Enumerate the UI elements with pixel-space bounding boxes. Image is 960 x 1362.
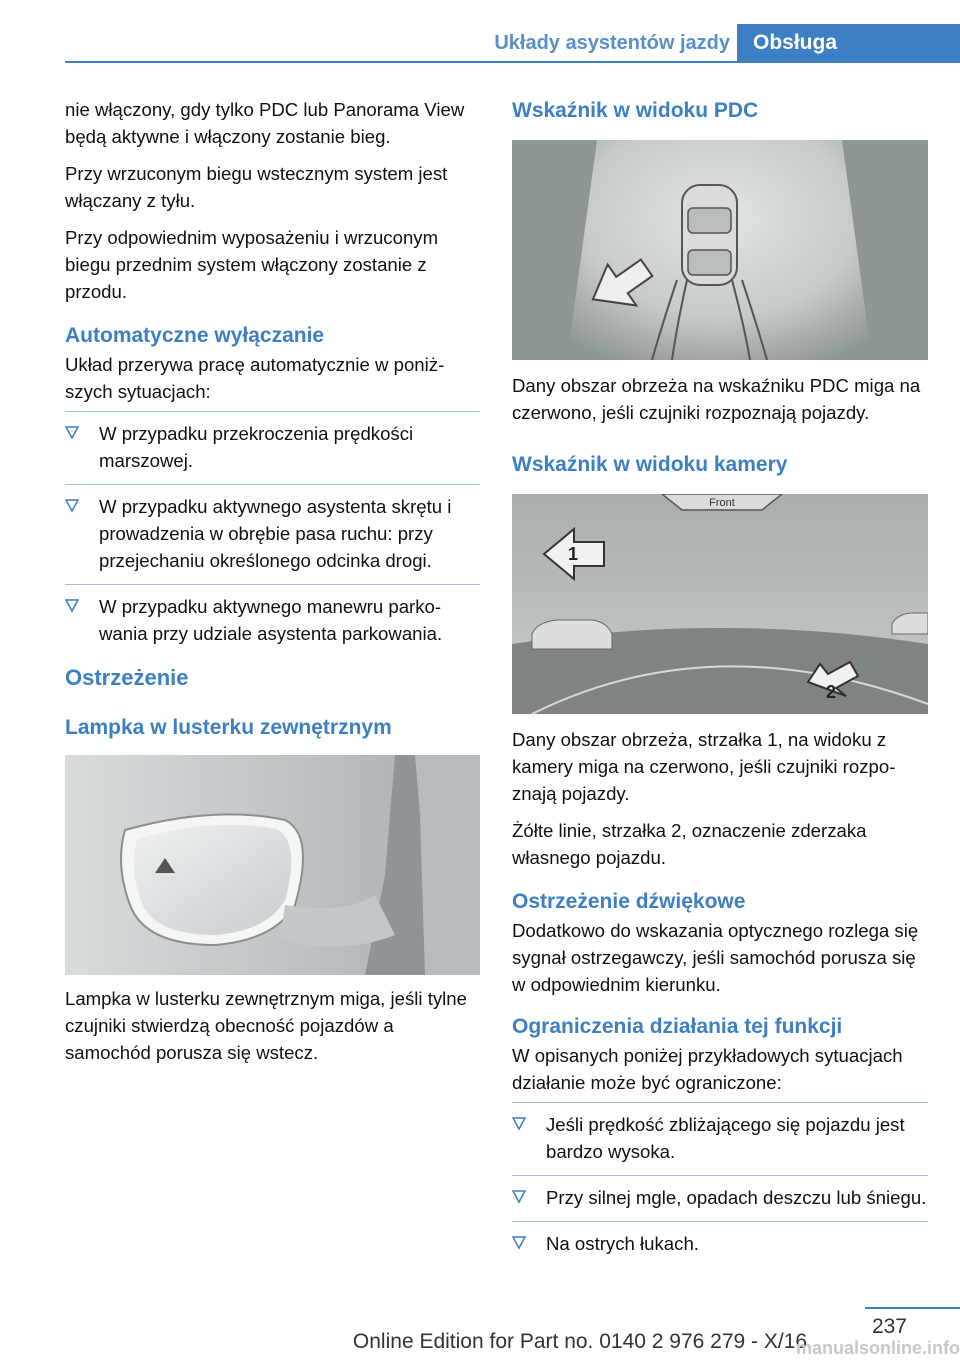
paragraph: Przy wrzuconym biegu wstecznym system jest włączany z tyłu. bbox=[65, 163, 448, 211]
header-section-title: Układy asystentów jazdy bbox=[494, 32, 730, 54]
divider bbox=[512, 1175, 928, 1176]
list-item bbox=[65, 493, 480, 574]
paragraph: Lampka w lusterku zewnętrznym miga, jeśli tylne czujniki stwierdzą obecność pojazdów a samochód porusza się wstecz. bbox=[65, 988, 467, 1063]
camera-image bbox=[512, 494, 928, 714]
right-column bbox=[512, 96, 928, 1267]
paragraph: Przy odpowiednim wyposażeniu i wrzuconym biegu przednim system włączony zostanie z przodu. bbox=[65, 227, 439, 302]
heading-pdc-view: Wskaźnik w widoku PDC bbox=[512, 99, 759, 122]
list-item-text: Przy silnej mgle, opadach deszczu lub śniegu. bbox=[546, 1187, 927, 1208]
heading-auto-off: Automatyczne wyłączanie bbox=[65, 324, 325, 347]
watermark: manualsonline.info bbox=[795, 1338, 960, 1358]
list-item bbox=[512, 1230, 928, 1257]
paragraph: Układ przerywa pracę automatycznie w poniższych sytuacjach: bbox=[65, 354, 445, 402]
list-item-text: W przypadku aktywnego asystenta skrętu i prowadzenia w obrębie pasa ruchu: przy przejechaniu określonego odcinka drogi. bbox=[99, 496, 452, 571]
header-rule bbox=[65, 61, 960, 63]
pdc-image bbox=[512, 140, 928, 360]
heading-warning: Ostrzeżenie bbox=[65, 665, 189, 690]
bullet-list bbox=[512, 1102, 928, 1257]
triangle-bullet-icon bbox=[65, 426, 79, 440]
list-item-text: W przypadku aktywnego manewru parkowania przy udziale asystenta parkowania. bbox=[99, 596, 443, 644]
camera-figure bbox=[512, 494, 928, 714]
heading-mirror-lamp: Lampka w lusterku zewnętrznym bbox=[65, 716, 392, 739]
list-item-text: Jeśli prędkość zbliżającego się pojazdu jest bardzo wysoka. bbox=[546, 1114, 905, 1162]
list-item bbox=[512, 1184, 928, 1211]
paragraph: Dany obszar obrzeża na wskaźniku PDC miga na czerwono, jeśli czujniki rozpoznają pojazdy. bbox=[512, 375, 921, 423]
triangle-bullet-icon bbox=[512, 1117, 526, 1131]
paragraph: Żółte linie, strzałka 2, oznaczenie zderzaka własnego pojazdu. bbox=[512, 820, 867, 868]
footer-rule bbox=[865, 1307, 960, 1309]
triangle-bullet-icon bbox=[512, 1236, 526, 1250]
paragraph: Dany obszar obrzeża, strzałka 1, na widoku z kamery miga na czerwono, jeśli czujniki rozpoznają pojazdy. bbox=[512, 729, 896, 804]
mirror-figure bbox=[65, 755, 480, 975]
mirror-image bbox=[65, 755, 480, 975]
divider bbox=[512, 1102, 928, 1103]
paragraph: Dodatkowo do wskazania optycznego rozlega się sygnał ostrzegawczy, jeśli samochód porusza się w odpowiednim kierunku. bbox=[512, 920, 919, 995]
camera-arrow-1-label: 1 bbox=[568, 544, 579, 564]
list-item-text: Na ostrych łukach. bbox=[546, 1233, 699, 1254]
triangle-bullet-icon bbox=[65, 599, 79, 613]
paragraph: nie włączony, gdy tylko PDC lub Panorama View będą aktywne i włączony zostanie bieg. bbox=[65, 99, 465, 147]
list-item bbox=[65, 593, 480, 647]
camera-arrow-2-label: 2 bbox=[826, 682, 837, 702]
header-tab: Obsługa bbox=[737, 24, 960, 62]
page-number: 237 bbox=[871, 1315, 907, 1338]
divider bbox=[65, 484, 480, 485]
list-item-text: W przypadku przekroczenia prędkości marszowej. bbox=[99, 423, 414, 471]
pdc-figure bbox=[512, 140, 928, 360]
divider bbox=[512, 1221, 928, 1222]
camera-front-label: Front bbox=[709, 497, 735, 509]
paragraph: W opisanych poniżej przykładowych sytuacjach działanie może być ograniczone: bbox=[512, 1045, 903, 1093]
bullet-list bbox=[65, 411, 480, 647]
heading-limits: Ograniczenia działania tej funkcji bbox=[512, 1015, 843, 1038]
footer-edition: Online Edition for Part no. 0140 2 976 279 - X/16 bbox=[352, 1330, 808, 1353]
heading-camera-view: Wskaźnik w widoku kamery bbox=[512, 453, 788, 476]
divider bbox=[65, 584, 480, 585]
list-item bbox=[512, 1111, 928, 1165]
list-item bbox=[65, 420, 480, 474]
triangle-bullet-icon bbox=[512, 1190, 526, 1204]
left-column bbox=[65, 96, 480, 1076]
triangle-bullet-icon bbox=[65, 499, 79, 513]
heading-sound-warning: Ostrzeżenie dźwiękowe bbox=[512, 890, 746, 913]
divider bbox=[65, 411, 480, 412]
